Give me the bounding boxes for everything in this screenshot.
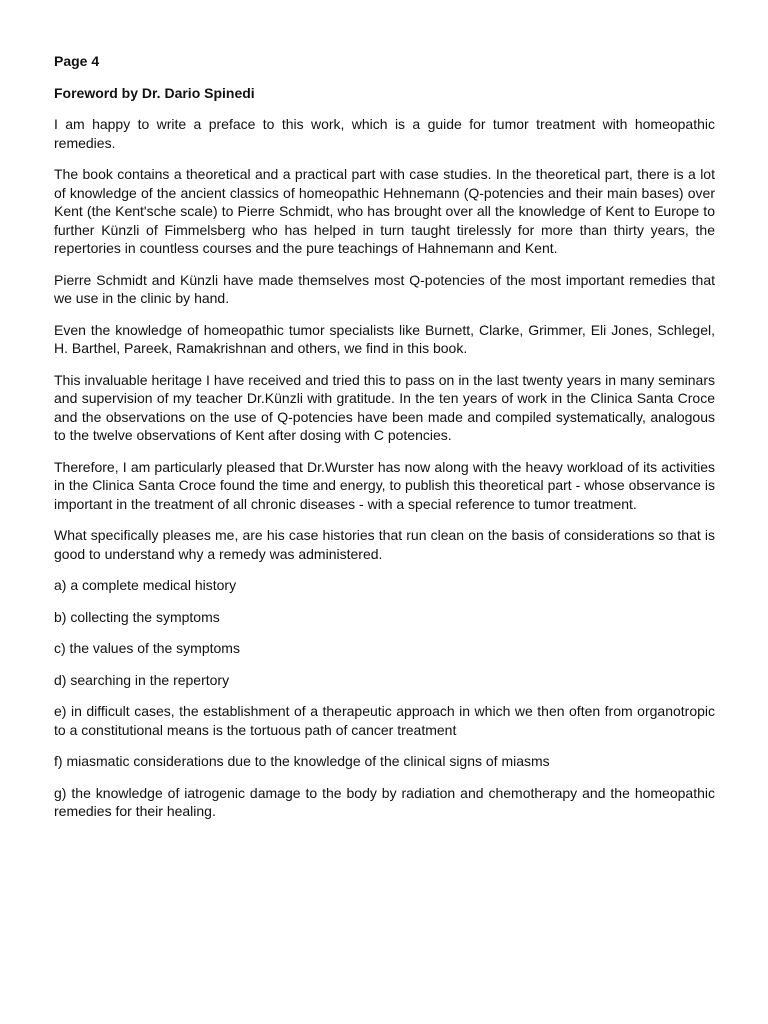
foreword-title: Foreword by Dr. Dario Spinedi: [54, 84, 255, 101]
list-item-g: g) the knowledge of iatrogenic damage to the body by radiation and chemotherapy and the homeopathic remedies for their healing.: [54, 784, 715, 819]
list-item-a: a) a complete medical history: [54, 577, 237, 593]
paragraph-intro: I am happy to write a preface to this work, which is a guide for tumor treatment with homeopathic remedies.: [54, 116, 715, 151]
paragraph-tumor-specialists: Even the knowledge of homeopathic tumor specialists like Burnett, Clarke, Grimmer, Eli Jones, Schlegel, H. Barthel, Pareek, Ramakrishnan and others, we find in this book.: [54, 321, 715, 356]
list-item-d: d) searching in the repertory: [54, 671, 230, 688]
paragraph-book-contents: The book contains a theoretical and a practical part with case studies. In the theoretical part, there is a lot of knowledge of the ancient classics of homeopathic Hehnemann (Q-potencies and their main bases) over Kent (the Kent'sche scale) to Pierre Schmidt, who has brought over all the knowledge of Kent to Europe to further Künzli of Fimmelsberg who has helped in turn taught tirelessly for more than thirty years, the repertories in countless courses and the pure teachings of Hahnemann and Kent.: [54, 166, 715, 256]
paragraph-q-potencies: Pierre Schmidt and Künzli have made themselves most Q-potencies of the most important remedies that we use in the clinic by hand.: [54, 271, 715, 306]
page-number: Page 4: [54, 53, 100, 69]
list-item-b: b) collecting the symptoms: [54, 608, 220, 625]
document-page: [54, 52, 715, 834]
list-item-e: e) in difficult cases, the establishment of a therapeutic approach in which we then often from organotropic to a constitutional means is the tortuous path of cancer treatment: [54, 703, 715, 738]
paragraph-dr-wurster: Therefore, I am particularly pleased that Dr.Wurster has now along with the heavy workload of its activities in the Clinica Santa Croce found the time and energy, to publish this theoretical part - whose observance is important in the treatment of all chronic diseases - with a special reference to tumor treatment.: [54, 458, 715, 512]
paragraph-case-histories: What specifically pleases me, are his case histories that run clean on the basis of considerations so that is good to understand why a remedy was administered.: [54, 527, 715, 562]
list-item-c: c) the values of the symptoms: [54, 640, 240, 656]
list-item-f: f) miasmatic considerations due to the knowledge of the clinical signs of miasms: [54, 753, 550, 769]
paragraph-heritage: This invaluable heritage I have received and tried this to pass on in the last twenty years in many seminars and supervision of my teacher Dr.Künzli with gratitude. In the ten years of work in the Clinica Santa Croce and the observations on the use of Q-potencies have been made and compiled systematically, analogous to the twelve observations of Kent after dosing with C potencies.: [54, 371, 715, 443]
